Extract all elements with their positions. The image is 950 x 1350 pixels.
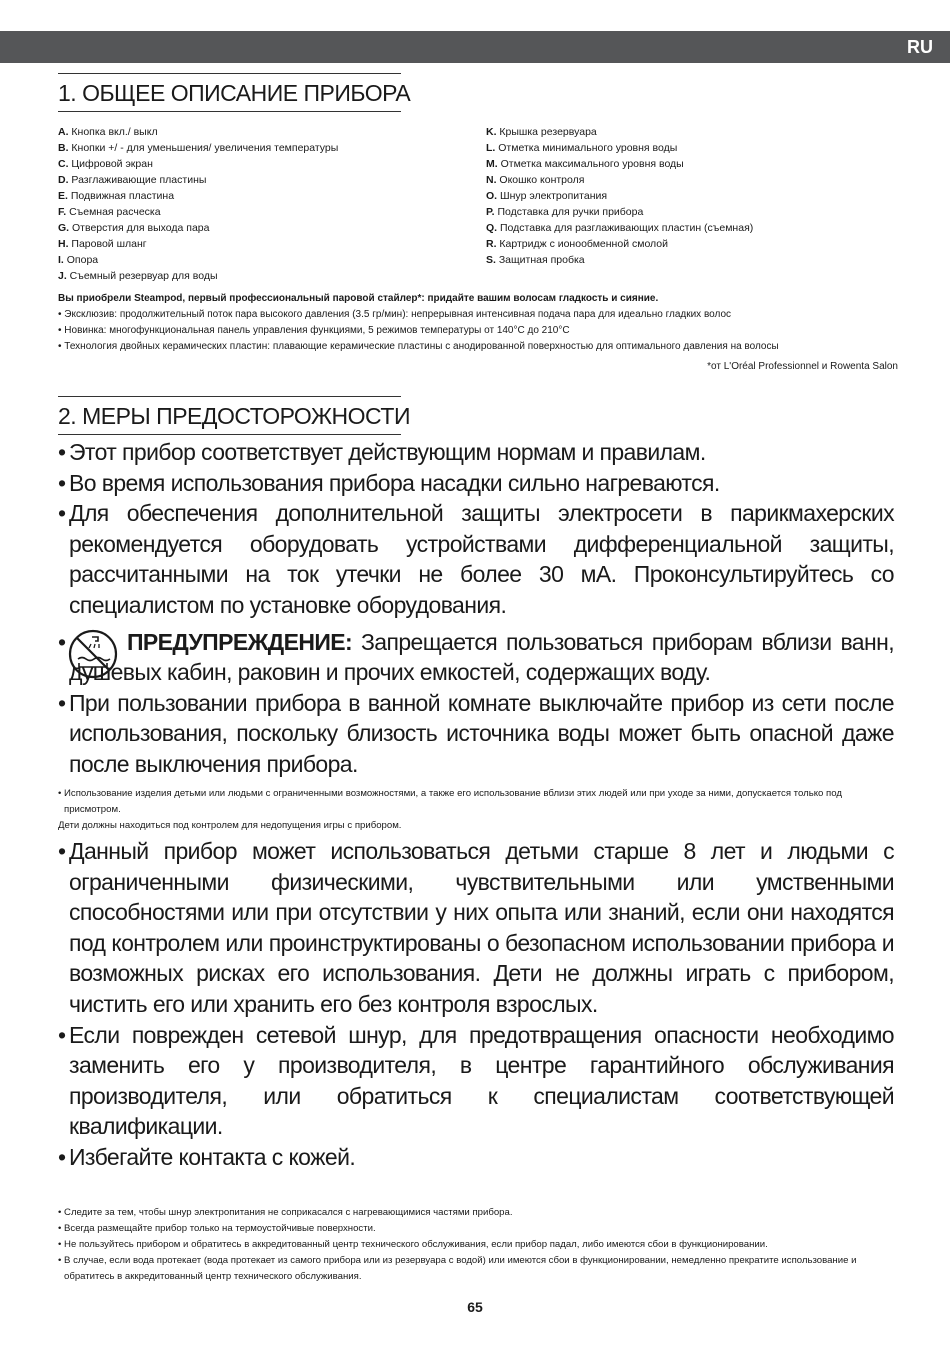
- small-note: • Следите за тем, чтобы шнур электропитания не соприкасался с нагревающимися частями прибора.: [58, 1207, 513, 1218]
- part-item: B. Кнопки +/ - для уменьшения/ увеличения температуры: [58, 142, 339, 154]
- part-item: S. Защитная пробка: [486, 254, 585, 266]
- part-item: K. Крышка резервуара: [486, 126, 597, 138]
- small-note: • Всегда размещайте прибор только на термоустойчивые поверхности.: [58, 1223, 376, 1234]
- warning-item: • ПРЕДУПРЕЖДЕНИЕ: Запрещается пользоваться приборам вблизи ванн, душевых кабин, раковин и прочих емкостей, содержащих воду.: [58, 628, 894, 686]
- small-note: Дети должны находиться под контролем для недопущения игры с прибором.: [58, 820, 402, 831]
- bullet-item: • Для обеспечения дополнительной защиты электросети в парикмахерских рекомендуется оборудовать устройствами дифференциальной защиты, рассчитанными на ток утечки не более 30 мА. Проконсультируйтесь со специалистом по установке оборудования.: [58, 500, 894, 618]
- part-item: C. Цифровой экран: [58, 158, 153, 170]
- part-item: O. Шнур электропитания: [486, 190, 608, 202]
- part-item: G. Отверстия для выхода пара: [58, 222, 210, 234]
- section2-title: 2. МЕРЫ ПРЕДОСТОРОЖНОСТИ: [58, 396, 401, 435]
- small-notes-2: [58, 1205, 898, 1285]
- precautions-block-2: [58, 836, 894, 1173]
- part-item: L. Отметка минимального уровня воды: [486, 142, 678, 154]
- page-number: 65: [467, 1299, 483, 1315]
- part-item: I. Опора: [58, 254, 99, 266]
- language-code: RU: [907, 37, 933, 57]
- intro-item: • Новинка: многофункциональная панель управления функциями, 5 режимов температуры от 140°C до 210°C: [58, 325, 570, 336]
- intro-lead: Вы приобрели Steampod, первый профессиональный паровой стайлер*: придайте вашим волосам гладкость и сияние.: [58, 293, 659, 304]
- part-item: N. Окошко контроля: [486, 174, 585, 186]
- bullet-item: • Избегайте контакта с кожей.: [58, 1143, 356, 1170]
- bullet-item: • Данный прибор может использоваться детьми старше 8 лет и людьми с ограниченными физическими, чувствительными или умственными способностями или при отсутствии у них опыта или знаний, если они находятся под контролем или проинструктированы о безопасном использовании прибора и возможных рисках его использования. Дети не должны играть с прибором, чистить его или хранить его без контроля взрослых.: [58, 838, 894, 1017]
- small-note: • В случае, если вода протекает (вода протекает из самого прибора или из резервуара с водой) или имеются сбои в функционировании, немедленно прекратите использование и обратитесь в аккредитованный центр технического обслуживания.: [58, 1255, 857, 1282]
- footnote: *от L'Oréal Professionnel и Rowenta Salon: [707, 361, 898, 372]
- intro-item: • Эксклюзив: продолжительный поток пара высокого давления (3.5 гр/мин): непрерывная интенсивная подача пара для идеально гладких волос: [58, 309, 732, 320]
- precautions-block-1: [58, 437, 894, 780]
- small-note: • Не пользуйтесь прибором и обратитесь в аккредитованный центр технического обслуживания, если прибор падал, либо имеются сбои в функционировании.: [58, 1239, 768, 1250]
- small-note: • Использование изделия детьми или людьми с ограниченными возможностями, а также его использование вблизи этих людей или при уходе за ними, допускается только под присмотром.: [58, 788, 842, 815]
- part-item: Q. Подставка для разглаживающих пластин (съемная): [486, 222, 754, 234]
- bullet-item: • Если поврежден сетевой шнур, для предотвращения опасности необходимо заменить его у производителя, в центре гарантийного обслуживания производителя, или обратиться к специалистам соответствующей квалификации.: [58, 1021, 894, 1140]
- bullet-item: • Во время использования прибора насадки сильно нагреваются.: [58, 469, 720, 496]
- top-bar: [0, 31, 950, 63]
- part-item: J. Съемный резервуар для воды: [58, 270, 218, 282]
- intro-block: [58, 291, 898, 375]
- warning-text: Запрещается пользоваться приборам вблизи ванн, душевых кабин, раковин и прочих емкостей, содержащих воду.: [69, 628, 894, 686]
- part-item: F. Съемная расческа: [58, 206, 161, 218]
- warning-label: ПРЕДУПРЕЖДЕНИЕ:: [127, 628, 353, 655]
- parts-list-right: [486, 124, 753, 268]
- part-item: A. Кнопка вкл./ выкл: [58, 126, 158, 138]
- part-item: D. Разглаживающие пластины: [58, 174, 207, 186]
- part-item: M. Отметка максимального уровня воды: [486, 158, 684, 170]
- bullet-item: • При пользовании прибора в ванной комнате выключайте прибор из сети после использования, поскольку близость источника воды может быть опасной даже после выключения прибора.: [58, 689, 894, 777]
- parts-list-left: [58, 124, 338, 284]
- part-item: E. Подвижная пластина: [58, 190, 175, 202]
- section1-title: 1. ОБЩЕЕ ОПИСАНИЕ ПРИБОРА: [58, 73, 401, 112]
- part-item: P. Подставка для ручки прибора: [486, 206, 644, 218]
- intro-item: • Технология двойных керамических пластин: плавающие керамические пластины с анодированной поверхностью для оптимального давления на волосы: [58, 341, 779, 352]
- small-notes-1: [58, 786, 898, 834]
- no-bath-icon: [68, 629, 118, 679]
- bullet-item: • Этот прибор соответствует действующим нормам и правилам.: [58, 439, 706, 465]
- part-item: H. Паровой шланг: [58, 238, 147, 250]
- part-item: R. Картридж с ионообменной смолой: [486, 238, 669, 250]
